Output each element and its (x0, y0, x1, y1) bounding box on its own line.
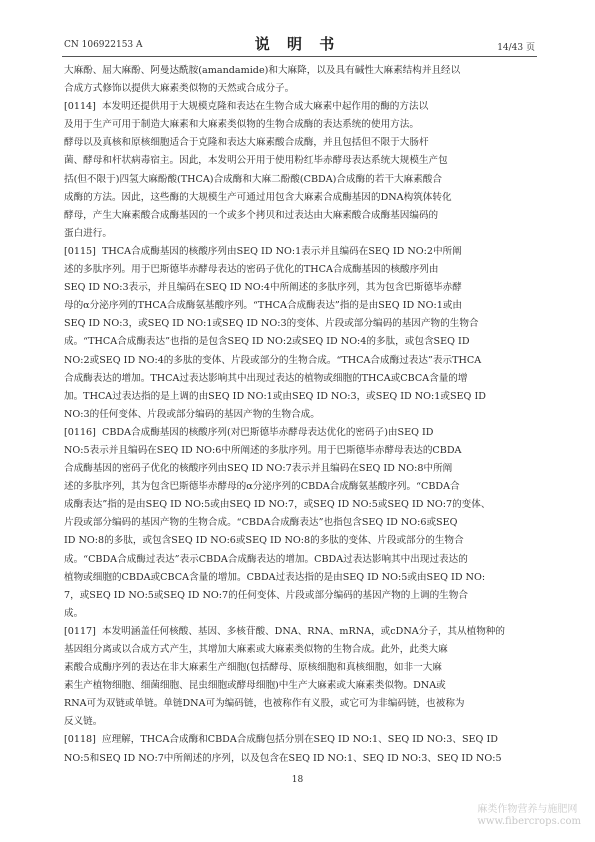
line-text: 大麻酚、屈大麻酚、阿曼达酰胺(amandamide)和大麻降，以及具有碱性大麻素结构并且经以 (64, 65, 461, 76)
line-text: ID NO:8的多肽，或包含SEQ ID NO:6或SEQ ID NO:8的多肽的变体、片段或部分的生物合 (64, 535, 464, 547)
paragraph (64, 731, 534, 767)
header-divider (62, 56, 537, 57)
line-text: NO:3的任何变体、片段或部分编码的基因产物的生物合成。 (64, 408, 320, 420)
text-line (64, 171, 534, 189)
text-line (64, 388, 534, 406)
line-text: 植物或细胞的CBDA或CBCA含量的增加。CBDA过表达指的是由SEQ ID NO:5或由SEQ ID NO: (64, 571, 486, 583)
text-line (64, 116, 534, 134)
line-text: 成酶的方法。因此，这些酶的大规模生产可通过用包含大麻素合成酶基因的DNA构筑体转化 (64, 191, 452, 203)
text-line (64, 731, 534, 749)
text-line (64, 569, 534, 587)
paragraph (64, 424, 534, 623)
page-reference: 14/43 页 (497, 43, 535, 53)
line-text: 成酶表达”指的是由SEQ ID NO:5或由SEQ ID NO:7，或SEQ ID NO:5或SEQ ID NO:7的变体、 (64, 499, 491, 511)
line-text: SEQ ID NO:3表示，并且编码在SEQ ID NO:4中所阐述的多肽序列，其为包含巴斯德毕赤酵 (64, 282, 462, 294)
text-line (64, 370, 534, 388)
text-line (64, 152, 534, 170)
text-line (64, 641, 534, 659)
line-text: 本发明涵盖任何核酸、基因、多核苷酸、DNA、RNA、mRNA，或cDNA分子，其从植物种的 (102, 625, 505, 637)
paragraph (64, 62, 534, 98)
text-line (64, 532, 534, 550)
line-text: THCA合成酶基因的核酸序列由SEQ ID NO:1表示并且编码在SEQ ID NO:2中所阐 (102, 245, 462, 257)
paragraph (64, 98, 534, 243)
text-line (64, 189, 534, 207)
line-text: 酵母，产生大麻素酸合成酶基因的一个或多个拷贝和过表达由大麻素酸合成酶基因编码的 (64, 209, 439, 221)
line-text: 述的多肽序列。用于巴斯德毕赤酵母表达的密码子优化的THCA合成酶基因的核酸序列由 (64, 264, 439, 276)
line-text: 素生产植物细胞、细菌细胞、昆虫细胞或酵母细胞)中生产大麻素或大麻素类似物。DNA或 (64, 680, 446, 692)
text-line (64, 623, 534, 641)
text-line (64, 750, 534, 768)
patent-number: CN 106922153 A (64, 40, 143, 50)
text-line (64, 297, 534, 315)
text-line (64, 587, 534, 605)
document-title: 说 明 书 (254, 35, 341, 53)
line-text: 基因组分离或以合成方式产生，其增加大麻素或大麻素类似物的生物合成。此外，此类大麻 (64, 644, 448, 655)
paragraph (64, 243, 534, 424)
paragraph-number: [0115] (64, 245, 96, 257)
text-line (64, 261, 534, 279)
paragraph (64, 623, 534, 732)
text-line (64, 659, 534, 677)
text-line (64, 134, 534, 152)
line-text: 本发明还提供用于大规模克隆和表达在生物合成大麻素中起作用的酶的方法以 (102, 101, 429, 113)
line-text: 合成方式修饰以提供大麻素类似物的天然或合成分子。 (64, 83, 295, 95)
watermark-url: www.fibercrops.com (477, 816, 581, 827)
text-line (64, 677, 534, 695)
text-line (64, 460, 534, 478)
line-text: 反义链。 (64, 716, 103, 728)
line-text: 菌、酵母和杆状病毒宿主。因此，本发明公开用于使用粉红毕赤酵母表达系统大规模生产包 (64, 155, 448, 167)
text-line (64, 514, 534, 532)
line-text: 母的α分泌序列的THCA合成酶氨基酸序列。“THCA合成酶表达”指的是由SEQ ID NO:1或由 (64, 300, 463, 312)
text-line (64, 352, 534, 370)
text-line (64, 333, 534, 351)
text-line (64, 243, 534, 261)
line-text: 合成酶基因的密码子优化的核酸序列由SEQ ID NO:7表示并且编码在SEQ ID NO:8中所阐 (64, 463, 453, 475)
line-text: 成。“CBDA合成酶过表达”表示CBDA合成酶表达的增加。CBDA过表达影响其中出现过表达的 (64, 553, 468, 565)
text-line (64, 98, 534, 116)
paragraph-number: [0117] (64, 625, 96, 637)
text-line (64, 80, 534, 98)
line-text: NO:5表示并且编码在SEQ ID NO:6中所阐述的多肽序列。用于巴斯德毕赤酵母表达的CBDA (64, 444, 462, 456)
text-line (64, 478, 534, 496)
paragraph-number: [0114] (64, 101, 96, 113)
line-text: RNA可为双链或单链。单链DNA可为编码链，也被称作有义股，或它可为非编码链，也被称为 (64, 698, 465, 710)
watermark (477, 804, 581, 828)
line-text: 括(但不限于)四氢大麻酚酸(THCA)合成酶和大麻二酚酸(CBDA)合成酶的若干大麻素酸合 (64, 173, 442, 185)
line-text: 应理解，THCA合成酶和CBDA合成酶包括分别在SEQ ID NO:1、SEQ ID NO:3、SEQ ID (102, 734, 498, 746)
line-text: 加。THCA过表达指的是上调的由SEQ ID NO:1或由SEQ ID NO:3，或SEQ ID NO:1或SEQ ID (64, 390, 486, 402)
text-line (64, 279, 534, 297)
text-line (64, 207, 534, 225)
text-line (64, 695, 534, 713)
text-line (64, 62, 534, 80)
text-line (64, 406, 534, 424)
line-text: 酵母以及真核和原核细胞适合于克隆和表达大麻素酸合成酶，并且包括但不限于大肠杆 (64, 137, 429, 149)
line-text: 成。 (64, 607, 84, 619)
document-body (64, 62, 534, 768)
text-line (64, 424, 534, 442)
line-text: NO:5和SEQ ID NO:7中所阐述的序列，以及包含在SEQ ID NO:1、SEQ ID NO:3、SEQ ID NO:5 (64, 752, 502, 764)
page-number: 18 (291, 775, 304, 785)
line-text: 7，或SEQ ID NO:5或SEQ ID NO:7的任何变体、片段或部分编码的基因产物的上调的生物合 (64, 589, 468, 601)
text-line (64, 225, 534, 243)
text-line (64, 442, 534, 460)
text-line (64, 551, 534, 569)
line-text: 成。“THCA合成酶表达”也指的是包含SEQ ID NO:2或SEQ ID NO:4的多肽，或包含SEQ ID (64, 336, 470, 348)
text-line (64, 315, 534, 333)
line-text: 素酸合成酶序列的表达在非大麻素生产细胞(包括酵母、原核细胞和真核细胞，如非一大麻 (64, 662, 442, 674)
paragraph-number: [0118] (64, 734, 96, 746)
watermark-site-name: 麻类作物营养与施肥网 (477, 804, 578, 815)
line-text: CBDA合成酶基因的核酸序列(对巴斯德毕赤酵母表达优化的密码子)由SEQ ID (102, 426, 434, 438)
line-text: 蛋白进行。 (64, 227, 112, 239)
paragraph-number: [0116] (64, 426, 96, 438)
line-text: 片段或部分编码的基因产物的生物合成。“CBDA合成酶表达”也指包含SEQ ID NO:6或SEQ (64, 517, 458, 529)
line-text: 述的多肽序列，其为包含巴斯德毕赤酵母的α分泌序列的CBDA合成酶氨基酸序列。“CBDA合 (64, 481, 460, 493)
line-text: SEQ ID NO:3，或SEQ ID NO:1或SEQ ID NO:3的变体、片段或部分编码的基因产物的生物合 (64, 318, 479, 330)
text-line (64, 605, 534, 623)
line-text: 及用于生产可用于制造大麻素和大麻素类似物的生物合成酶的表达系统的使用方法。 (64, 119, 419, 131)
line-text: 合成酶表达的增加。THCA过表达影响其中出现过表达的植物或细胞的THCA或CBCA含量的增 (64, 372, 468, 384)
line-text: NO:2或SEQ ID NO:4的多肽的变体、片段或部分的生物合成。“THCA合成酶过表达”表示THCA (64, 354, 482, 366)
text-line (64, 496, 534, 514)
text-line (64, 713, 534, 731)
